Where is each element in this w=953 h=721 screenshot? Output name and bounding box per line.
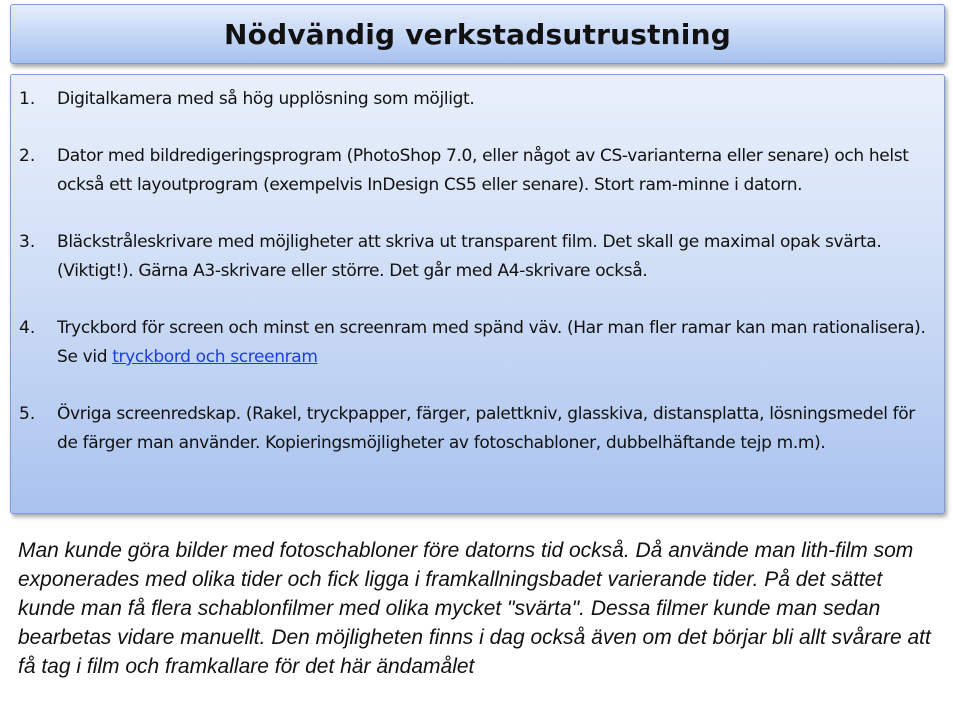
list-item [19, 314, 932, 372]
slide-title-box [10, 4, 945, 64]
equipment-list-box [10, 74, 945, 514]
list-item-text-wrapper [57, 314, 932, 372]
list-item [19, 400, 932, 458]
caption-text: Man kunde göra bilder med fotoschabloner före datorns tid också. Då använde man lith-film som exponerades med olika tider och fick ligga i framkallningsbadet varierande tider. På det sättet kunde man få flera schablonfilmer med olika mycket "svärta". Dessa filmer kunde man sedan bearbetas vidare manuellt. Den möjligheten finns i dag också även om det börjar bli allt svårare att få tag i film och framkallare för det här ändamålet [18, 539, 931, 678]
slide-title: Nödvändig verkstadsutrustning [224, 17, 731, 51]
list-item-text: Dator med bildredigeringsprogram (PhotoShop 7.0, eller något av CS-varianterna eller senare) och helst också ett layoutprogram (exempelvis InDesign CS5 eller senare). Stort ram-minne i datorn. [57, 146, 909, 195]
list-item-number: 3. [19, 232, 36, 252]
list-item [19, 228, 932, 286]
screenram-link[interactable]: och screenram [190, 347, 318, 367]
tryckbord-link[interactable]: tryckbord [112, 347, 191, 367]
list-item-number: 1. [19, 89, 36, 109]
list-item [19, 85, 932, 114]
list-item-text: Digitalkamera med så hög upplösning som möjligt. [57, 89, 475, 109]
equipment-list [19, 85, 932, 458]
list-item-text: Tryckbord för screen och minst en screenram med spänd väv. (Har man fler ramar kan man rationalisera). Se vid [57, 318, 926, 367]
list-item-number: 4. [19, 318, 36, 338]
list-item [19, 142, 932, 200]
list-item-number: 2. [19, 146, 36, 166]
list-item-number: 5. [19, 404, 36, 424]
list-item-text: Övriga screenredskap. (Rakel, tryckpapper, färger, palettkniv, glasskiva, distansplatta, lösningsmedel för de färger man använder. Kopieringsmöjligheter av fotoschabloner, dubbelhäftande tejp m.m). [57, 404, 915, 453]
list-item-text: Bläckstråleskrivare med möjligheter att skriva ut transparent film. Det skall ge maximal opak svärta. (Viktigt!). Gärna A3-skrivare eller större. Det går med A4-skrivare också. [57, 232, 882, 281]
